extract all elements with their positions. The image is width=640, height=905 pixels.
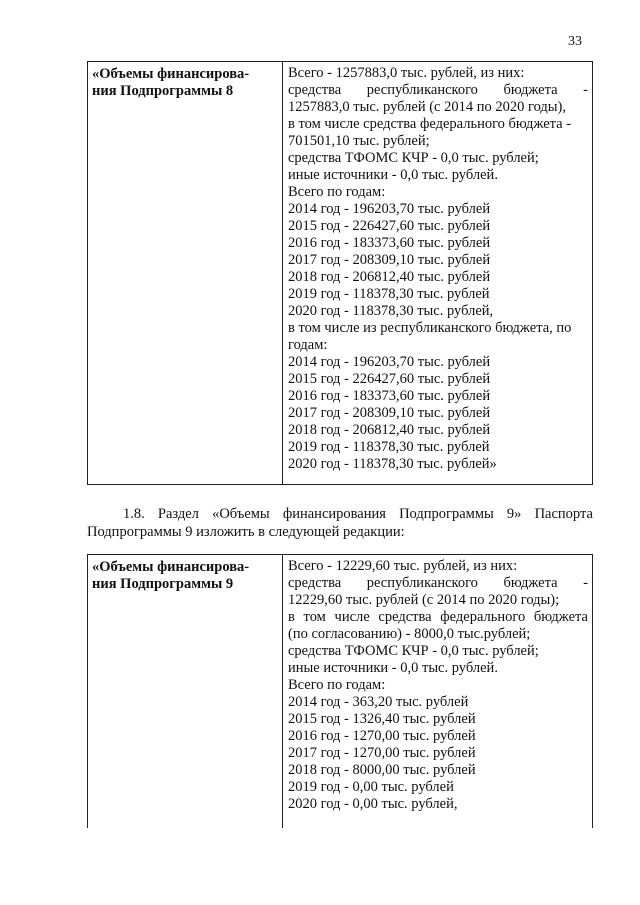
value-line: (по согласованию) - 8000,0 тыс.рублей; (288, 626, 531, 642)
paragraph-second-line: Подпрограммы 9 изложить в следующей редакции: (87, 524, 405, 540)
paragraph-first-line (87, 505, 593, 523)
label-line: ния Подпрограммы 8 (92, 83, 234, 99)
word: Паспорта (534, 506, 593, 522)
table-value-cell (283, 555, 592, 828)
value-line: в том числе средства федерального бюджета - (288, 116, 572, 132)
word: в (288, 609, 295, 625)
word: 1.8. (123, 506, 145, 522)
word: - (583, 575, 588, 591)
table-label-cell (88, 62, 283, 484)
word: бюджета (533, 609, 588, 625)
value-line: 2018 год - 206812,40 тыс. рублей (288, 269, 491, 285)
word: «Объемы (212, 506, 270, 522)
word: том (303, 609, 326, 625)
word: - (583, 82, 588, 98)
value-line: 2015 год - 226427,60 тыс. рублей (288, 218, 491, 234)
value-line: средства ТФОМС КЧР - 0,0 тыс. рублей; (288, 150, 539, 166)
value-line: 2016 год - 183373,60 тыс. рублей (288, 388, 491, 404)
label-line: ния Подпрограммы 9 (92, 576, 234, 592)
value-line: 2014 год - 196203,70 тыс. рублей (288, 354, 491, 370)
body-paragraph (87, 505, 593, 541)
word: республиканского (366, 575, 478, 591)
value-line: 2014 год - 196203,70 тыс. рублей (288, 201, 491, 217)
word: республиканского (366, 82, 478, 98)
value-line: 2016 год - 1270,00 тыс. рублей (288, 728, 476, 744)
value-line: 1257883,0 тыс. рублей (с 2014 по 2020 годы), (288, 99, 566, 115)
word: средства (288, 82, 342, 98)
value-line: 2017 год - 1270,00 тыс. рублей (288, 745, 476, 761)
value-line: Всего по годам: (288, 184, 386, 200)
word: бюджета (503, 82, 558, 98)
value-line: Всего по годам: (288, 677, 386, 693)
funding-table-subprogram-8 (87, 61, 593, 485)
justified-value-line (288, 82, 588, 99)
word: 9» (506, 506, 522, 522)
value-line: в том числе из республиканского бюджета, по (288, 320, 572, 336)
word: Раздел (157, 506, 199, 522)
funding-table-subprogram-9 (87, 554, 593, 828)
word: финансирования (282, 506, 386, 522)
value-line: 12229,60 тыс. рублей (с 2014 по 2020 годы); (288, 592, 560, 608)
table-value-cell (283, 62, 592, 484)
justified-value-line (288, 609, 588, 626)
value-line: 2019 год - 118378,30 тыс. рублей (288, 439, 490, 455)
value-line: 2018 год - 206812,40 тыс. рублей (288, 422, 491, 438)
value-line: 2014 год - 363,20 тыс. рублей (288, 694, 469, 710)
value-line: 2019 год - 118378,30 тыс. рублей (288, 286, 490, 302)
value-line: средства ТФОМС КЧР - 0,0 тыс. рублей; (288, 643, 539, 659)
page-number: 33 (568, 34, 582, 49)
word: федерального (440, 609, 526, 625)
label-line: «Объемы финансирова- (92, 559, 250, 575)
value-line: иные источники - 0,0 тыс. рублей. (288, 167, 498, 183)
word: числе (334, 609, 370, 625)
value-line: 2017 год - 208309,10 тыс. рублей (288, 252, 491, 268)
value-line: 2018 год - 8000,00 тыс. рублей (288, 762, 476, 778)
value-line: Всего - 12229,60 тыс. рублей, из них: (288, 558, 518, 574)
value-line: иные источники - 0,0 тыс. рублей. (288, 660, 498, 676)
table-label-cell (88, 555, 283, 828)
value-line: 2019 год - 0,00 тыс. рублей (288, 779, 454, 795)
value-line: годам: (288, 337, 328, 353)
value-line: 2015 год - 226427,60 тыс. рублей (288, 371, 491, 387)
word: средства (378, 609, 432, 625)
value-line: 2020 год - 0,00 тыс. рублей, (288, 796, 458, 812)
value-line: 2020 год - 118378,30 тыс. рублей, (288, 303, 494, 319)
word: Подпрограммы (399, 506, 494, 522)
value-line: 2015 год - 1326,40 тыс. рублей (288, 711, 476, 727)
value-line: 2017 год - 208309,10 тыс. рублей (288, 405, 491, 421)
value-line: Всего - 1257883,0 тыс. рублей, из них: (288, 65, 525, 81)
justified-value-line (288, 575, 588, 592)
word: средства (288, 575, 342, 591)
word: бюджета (503, 575, 558, 591)
value-line: 2020 год - 118378,30 тыс. рублей» (288, 456, 497, 472)
value-line: 2016 год - 183373,60 тыс. рублей (288, 235, 491, 251)
label-line: «Объемы финансирова- (92, 66, 250, 82)
value-line: 701501,10 тыс. рублей; (288, 133, 430, 149)
